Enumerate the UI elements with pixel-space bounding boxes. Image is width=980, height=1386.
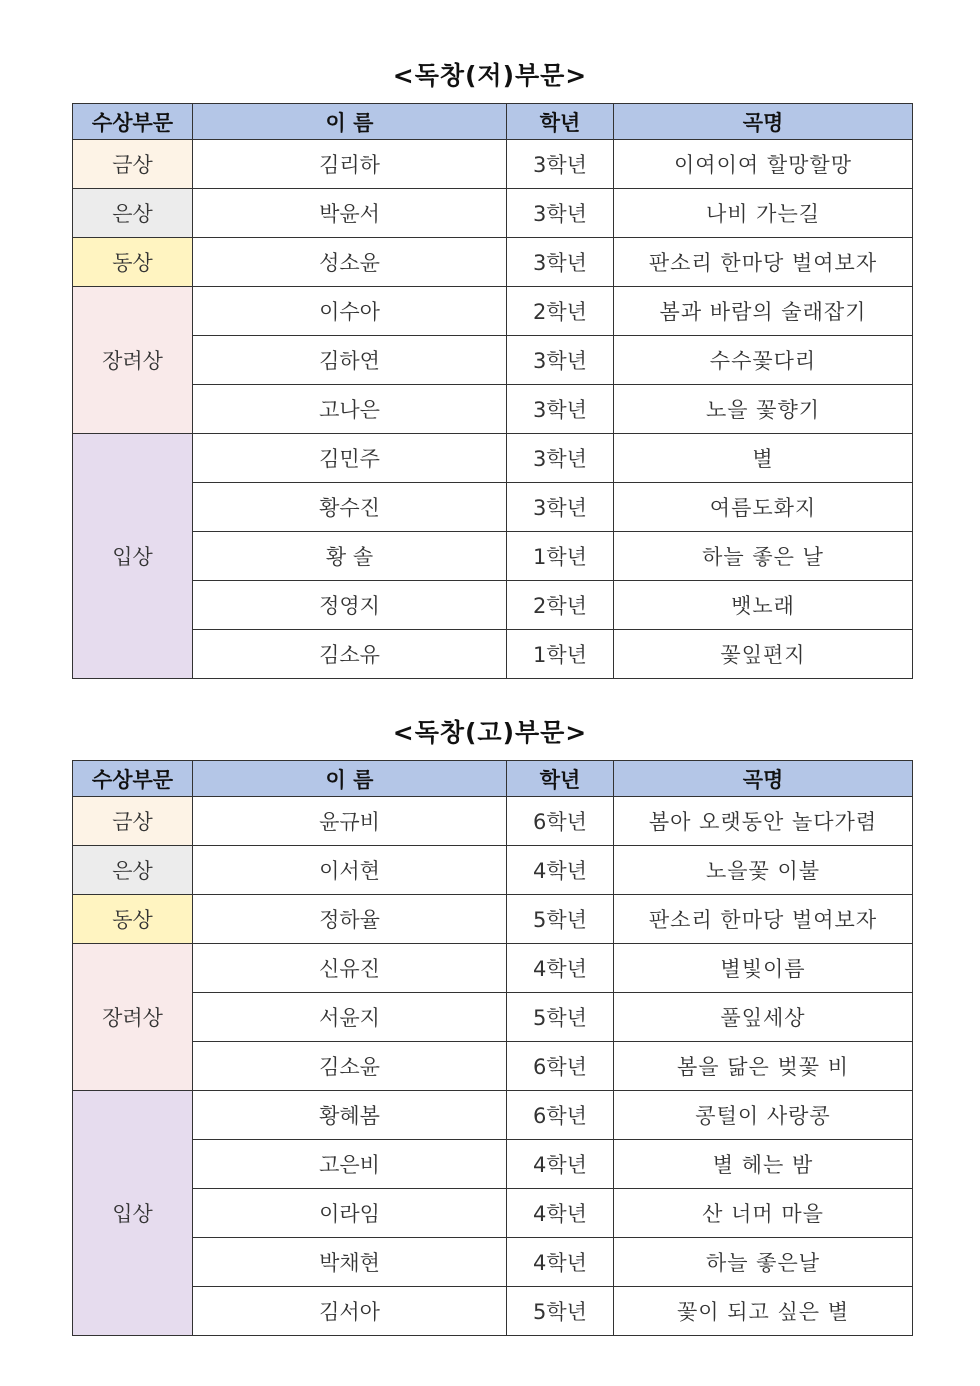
award-cell: 입상 — [73, 434, 193, 679]
grade-cell: 1학년 — [507, 630, 614, 679]
name-cell: 황혜봄 — [193, 1091, 507, 1140]
song-cell: 풀잎세상 — [614, 993, 913, 1042]
header-song: 곡명 — [614, 104, 913, 140]
grade-cell: 4학년 — [507, 944, 614, 993]
table-row — [73, 581, 913, 630]
name-cell: 김서아 — [193, 1287, 507, 1336]
award-cell: 금상 — [73, 140, 193, 189]
grade-cell: 3학년 — [507, 140, 614, 189]
song-cell: 꽃잎편지 — [614, 630, 913, 679]
grade-cell: 2학년 — [507, 581, 614, 630]
song-cell: 여름도화지 — [614, 483, 913, 532]
section-title-high: <독창(고)부문> — [392, 718, 588, 747]
header-name: 이 름 — [193, 761, 507, 797]
awards-table-low — [72, 103, 913, 679]
awards-table-high — [72, 760, 913, 1336]
name-cell: 김소윤 — [193, 1042, 507, 1091]
grade-cell: 5학년 — [507, 895, 614, 944]
grade-cell: 3학년 — [507, 434, 614, 483]
grade-cell: 3학년 — [507, 189, 614, 238]
header-name: 이 름 — [193, 104, 507, 140]
table-row — [73, 434, 913, 483]
song-cell: 판소리 한마당 벌여보자 — [614, 895, 913, 944]
award-cell: 입상 — [73, 1091, 193, 1336]
name-cell: 김리하 — [193, 140, 507, 189]
table-row — [73, 140, 913, 189]
table-row — [73, 993, 913, 1042]
name-cell: 고나은 — [193, 385, 507, 434]
grade-cell: 5학년 — [507, 1287, 614, 1336]
song-cell: 봄을 닮은 벚꽃 비 — [614, 1042, 913, 1091]
song-cell: 봄과 바람의 술래잡기 — [614, 287, 913, 336]
award-cell: 은상 — [73, 189, 193, 238]
header-row — [73, 104, 913, 140]
table-row — [73, 1287, 913, 1336]
table-row — [73, 189, 913, 238]
name-cell: 이라임 — [193, 1189, 507, 1238]
song-cell: 별 헤는 밤 — [614, 1140, 913, 1189]
table-row — [73, 630, 913, 679]
name-cell: 정영지 — [193, 581, 507, 630]
name-cell: 김소유 — [193, 630, 507, 679]
grade-cell: 4학년 — [507, 1238, 614, 1287]
table-row — [73, 1140, 913, 1189]
name-cell: 신유진 — [193, 944, 507, 993]
grade-cell: 3학년 — [507, 238, 614, 287]
table-row — [73, 336, 913, 385]
table-row — [73, 238, 913, 287]
table-row — [73, 532, 913, 581]
name-cell: 서윤지 — [193, 993, 507, 1042]
award-cell: 장려상 — [73, 944, 193, 1091]
song-cell: 별 — [614, 434, 913, 483]
award-cell: 은상 — [73, 846, 193, 895]
name-cell: 박채현 — [193, 1238, 507, 1287]
header-award: 수상부문 — [73, 104, 193, 140]
table-row — [73, 797, 913, 846]
award-cell: 장려상 — [73, 287, 193, 434]
header-award: 수상부문 — [73, 761, 193, 797]
grade-cell: 3학년 — [507, 483, 614, 532]
grade-cell: 4학년 — [507, 1140, 614, 1189]
name-cell: 정하율 — [193, 895, 507, 944]
song-cell: 노을 꽃향기 — [614, 385, 913, 434]
grade-cell: 2학년 — [507, 287, 614, 336]
name-cell: 황 솔 — [193, 532, 507, 581]
grade-cell: 3학년 — [507, 336, 614, 385]
header-row — [73, 761, 913, 797]
song-cell: 수수꽃다리 — [614, 336, 913, 385]
grade-cell: 4학년 — [507, 846, 614, 895]
grade-cell: 6학년 — [507, 797, 614, 846]
grade-cell: 5학년 — [507, 993, 614, 1042]
header-grade: 학년 — [507, 104, 614, 140]
grade-cell: 4학년 — [507, 1189, 614, 1238]
section-title-low: <독창(저)부문> — [392, 61, 588, 90]
name-cell: 윤규비 — [193, 797, 507, 846]
song-cell: 판소리 한마당 벌여보자 — [614, 238, 913, 287]
grade-cell: 1학년 — [507, 532, 614, 581]
table-row — [73, 895, 913, 944]
song-cell: 이여이여 할망할망 — [614, 140, 913, 189]
award-cell: 동상 — [73, 895, 193, 944]
song-cell: 산 너머 마을 — [614, 1189, 913, 1238]
table-row — [73, 1189, 913, 1238]
song-cell: 콩털이 사랑콩 — [614, 1091, 913, 1140]
award-cell: 금상 — [73, 797, 193, 846]
grade-cell: 3학년 — [507, 385, 614, 434]
song-cell: 나비 가는길 — [614, 189, 913, 238]
table-row — [73, 1042, 913, 1091]
table-row — [73, 1091, 913, 1140]
table-row — [73, 846, 913, 895]
table-row — [73, 483, 913, 532]
song-cell: 노을꽃 이불 — [614, 846, 913, 895]
grade-cell: 6학년 — [507, 1042, 614, 1091]
name-cell: 박윤서 — [193, 189, 507, 238]
header-song: 곡명 — [614, 761, 913, 797]
song-cell: 뱃노래 — [614, 581, 913, 630]
song-cell: 봄아 오랫동안 놀다가렴 — [614, 797, 913, 846]
table-row — [73, 287, 913, 336]
name-cell: 성소윤 — [193, 238, 507, 287]
award-cell: 동상 — [73, 238, 193, 287]
name-cell: 황수진 — [193, 483, 507, 532]
name-cell: 고은비 — [193, 1140, 507, 1189]
song-cell: 꽃이 되고 싶은 별 — [614, 1287, 913, 1336]
table-row — [73, 944, 913, 993]
name-cell: 이서현 — [193, 846, 507, 895]
song-cell: 하늘 좋은 날 — [614, 532, 913, 581]
header-grade: 학년 — [507, 761, 614, 797]
name-cell: 김민주 — [193, 434, 507, 483]
song-cell: 별빛이름 — [614, 944, 913, 993]
table-row — [73, 1238, 913, 1287]
name-cell: 이수아 — [193, 287, 507, 336]
song-cell: 하늘 좋은날 — [614, 1238, 913, 1287]
grade-cell: 6학년 — [507, 1091, 614, 1140]
table-row — [73, 385, 913, 434]
name-cell: 김하연 — [193, 336, 507, 385]
